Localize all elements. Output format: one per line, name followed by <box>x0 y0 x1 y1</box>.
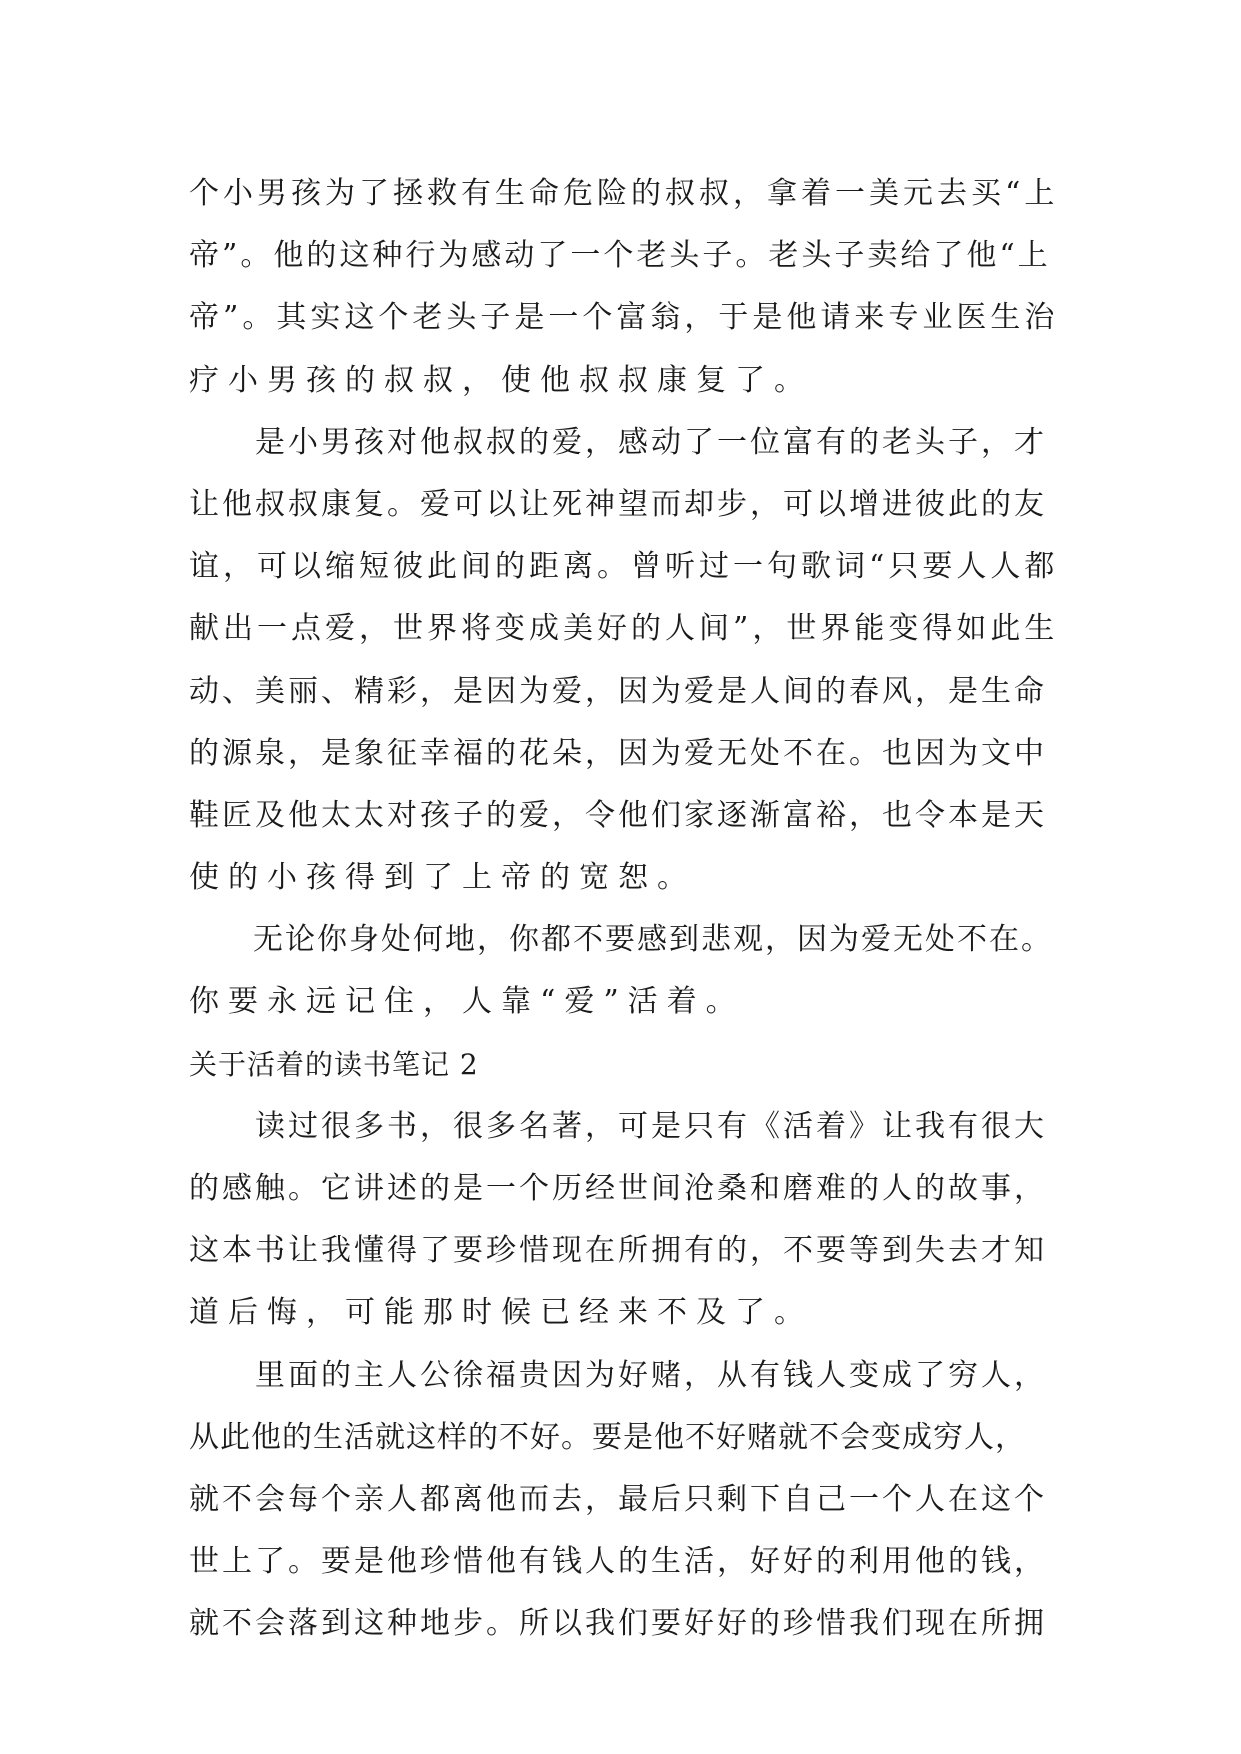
text-line: 读过很多书，很多名著，可是只有《活着》让我有很大 <box>189 1108 1047 1144</box>
text-line: 谊，可以缩短彼此间的距离。曾听过一句歌词“只要人人都 <box>189 549 1059 585</box>
text-line: 就不会每个亲人都离他而去，最后只剩下自己一个人在这个 <box>189 1481 1047 1517</box>
text-line: 世上了。要是他珍惜他有钱人的生活，好好的利用他的钱， <box>189 1544 1047 1580</box>
text-line: 里面的主人公徐福贵因为好赌，从有钱人变成了穷人， <box>189 1357 1047 1393</box>
section-heading: 关于活着的读书笔记 2 <box>189 1047 479 1081</box>
text-line: 个小男孩为了拯救有生命危险的叔叔，拿着一美元去买“上 <box>189 176 1059 211</box>
text-line: 使的小孩得到了上帝的宽恕。 <box>189 860 696 896</box>
text-line: 献出一点爱，世界将变成美好的人间”，世界能变得如此生 <box>189 611 1059 647</box>
text-line: 动、美丽、精彩，是因为爱，因为爱是人间的春风，是生命 <box>189 673 1047 709</box>
text-line: 从此他的生活就这样的不好。要是他不好赌就不会变成穷人， <box>189 1419 1026 1455</box>
text-line: 就不会落到这种地步。所以我们要好好的珍惜我们现在所拥 <box>189 1606 1047 1642</box>
text-line: 帝”。他的这种行为感动了一个老头子。老头子卖给了他“上 <box>189 238 1051 274</box>
text-line: 帝”。其实这个老头子是一个富翁，于是他请来专业医生治 <box>189 300 1059 336</box>
text-line: 疗小男孩的叔叔，使他叔叔康复了。 <box>189 362 813 398</box>
text-line: 的源泉，是象征幸福的花朵，因为爱无处不在。也因为文中 <box>189 735 1047 771</box>
text-line: 无论你身处何地，你都不要感到悲观，因为爱无处不在。 <box>189 922 1053 958</box>
text-line: 是小男孩对他叔叔的爱，感动了一位富有的老头子，才 <box>189 424 1047 460</box>
text-line: 让他叔叔康复。爱可以让死神望而却步，可以增进彼此的友 <box>189 486 1047 522</box>
text-line: 的感触。它讲述的是一个历经世间沧桑和磨难的人的故事， <box>189 1171 1047 1206</box>
text-line: 这本书让我懂得了要珍惜现在所拥有的，不要等到失去才知 <box>189 1233 1047 1269</box>
text-line: 道后悔，可能那时候已经来不及了。 <box>189 1295 813 1331</box>
document-body <box>189 163 1059 1656</box>
text-line: 你要永远记住，人靠“爱”活着。 <box>189 984 745 1020</box>
text-line: 鞋匠及他太太对孩子的爱，令他们家逐渐富裕，也令本是天 <box>189 797 1047 833</box>
